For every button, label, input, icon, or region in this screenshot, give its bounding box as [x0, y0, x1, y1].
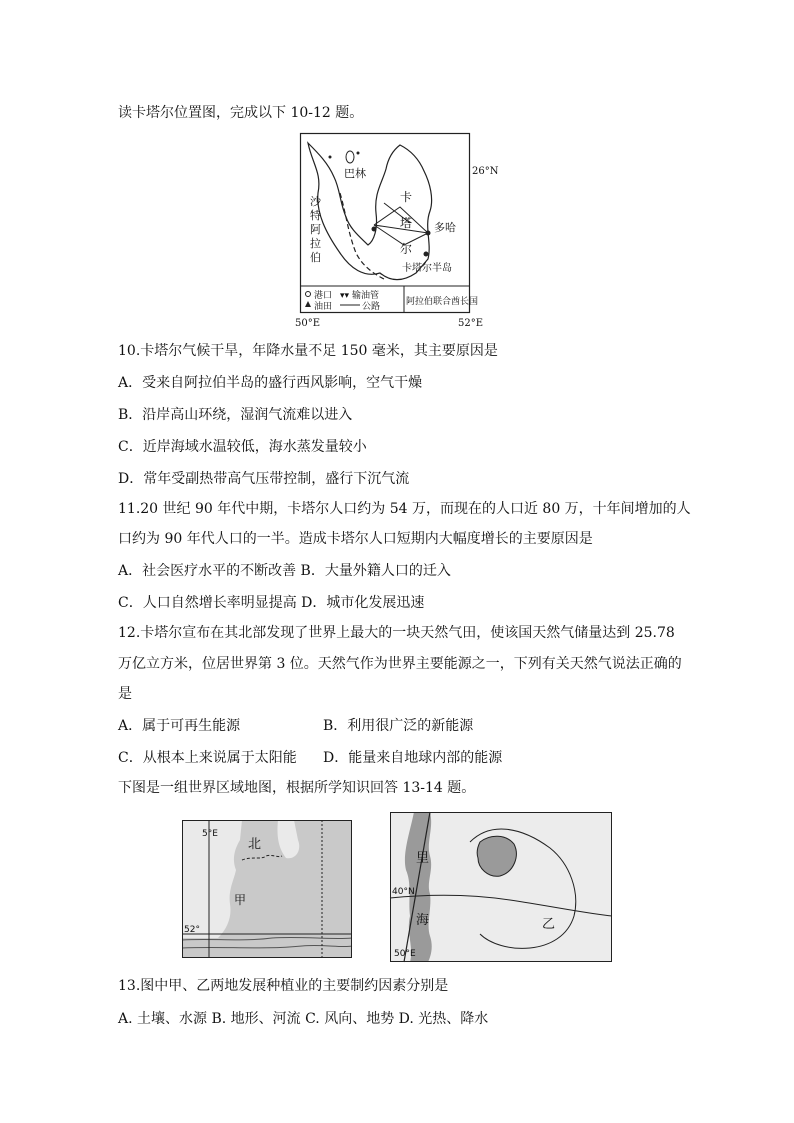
qatar-map [300, 133, 479, 313]
map2-lat: 52° [184, 925, 200, 935]
q10-option-b: B．沿岸高山环绕，湿润气流难以进入 [118, 407, 353, 423]
q12-option-c: C．从根本上来说属于太阳能 [118, 750, 297, 766]
label-qatar-1: 塔 [400, 216, 413, 230]
map3-label-hai: 海 [416, 913, 430, 928]
europe-map-svg [182, 820, 352, 958]
lon-52e: 52°E [458, 318, 484, 329]
lat-26n: 26°N [472, 166, 499, 177]
q10-option-d: D．常年受副热带高气压带控制，盛行下沉气流 [118, 471, 410, 487]
caspian-map-svg [390, 812, 612, 962]
q12-option-d: D．能量来自地球内部的能源 [323, 750, 503, 766]
intro-text-1: 读卡塔尔位置图，完成以下 10-12 题。 [118, 105, 364, 121]
q10-stem: 10.卡塔尔气候干旱，年降水量不足 150 毫米，其主要原因是 [118, 343, 498, 359]
qatar-map-svg [300, 133, 479, 313]
map2-label-north: 北 [248, 837, 262, 852]
label-saudi-2: 阿 [310, 223, 321, 236]
label-qatar-2: 尔 [400, 242, 413, 256]
label-qatar-0: 卡 [400, 190, 413, 204]
label-saudi-1: 特 [310, 209, 321, 222]
caspian-map [390, 812, 612, 962]
legend-pipeline: 输油管 [352, 291, 380, 301]
map3-lon: 50°E [394, 949, 416, 959]
q10-option-c: C．近岸海域水温较低，海水蒸发量较小 [118, 439, 367, 455]
label-peninsula: 卡塔尔半岛 [402, 263, 452, 274]
label-bahrain: 巴林 [344, 167, 366, 180]
legend-oilfield: 油田 [314, 302, 333, 312]
europe-map [182, 820, 352, 958]
label-saudi-0: 沙 [310, 195, 321, 208]
q13-options: A. 土壤、水源 B. 地形、河流 C. 风向、地势 D. 光热、降水 [118, 1011, 489, 1027]
q11-stem-2: 口约为 90 年代人口的一半。造成卡塔尔人口短期内大幅度增长的主要原因是 [118, 531, 593, 547]
q12-option-a: A．属于可再生能源 [118, 718, 241, 734]
label-uae: 阿拉伯联合酋长国 [406, 297, 479, 307]
q11-options-1: A．社会医疗水平的不断改善 B．大量外籍人口的迁入 [118, 563, 451, 579]
intro-text-2: 下图是一组世界区域地图，根据所学知识回答 13-14 题。 [118, 780, 476, 796]
label-saudi-3: 拉 [310, 237, 321, 250]
label-saudi-4: 伯 [310, 251, 321, 264]
map2-lon: 5°E [202, 829, 218, 839]
label-doha: 多哈 [434, 221, 456, 234]
map2-label-jia: 甲 [234, 893, 247, 907]
q13-stem: 13.图中甲、乙两地发展种植业的主要制约因素分别是 [118, 978, 449, 994]
q12-stem-1: 12.卡塔尔宣布在其北部发现了世界上最大的一块天然气田，使该国天然气储量达到 25.78 [118, 625, 675, 641]
svg-text:▾▾: ▾▾ [340, 291, 350, 301]
q11-stem-1: 11.20 世纪 90 年代中期，卡塔尔人口约为 54 万，而现在的人口近 80 万，十年间增加的人 [118, 501, 691, 517]
q12-stem-3: 是 [118, 686, 132, 702]
q10-option-a: A．受来自阿拉伯半岛的盛行西风影响，空气干燥 [118, 375, 423, 391]
map3-label-yi: 乙 [542, 917, 556, 932]
q11-options-2: C．人口自然增长率明显提高 D．城市化发展迅速 [118, 595, 425, 611]
map3-lat: 40°N [392, 887, 415, 897]
legend-road: 公路 [362, 302, 381, 312]
map3-label-li: 里 [416, 851, 430, 866]
q12-option-b: B．利用很广泛的新能源 [323, 718, 474, 734]
legend-port: 港口 [314, 291, 333, 301]
q12-stem-2: 万亿立方米，位居世界第 3 位。天然气作为世界主要能源之一，下列有关天然气说法正确的 [118, 656, 682, 672]
lon-50e: 50°E [295, 318, 321, 329]
